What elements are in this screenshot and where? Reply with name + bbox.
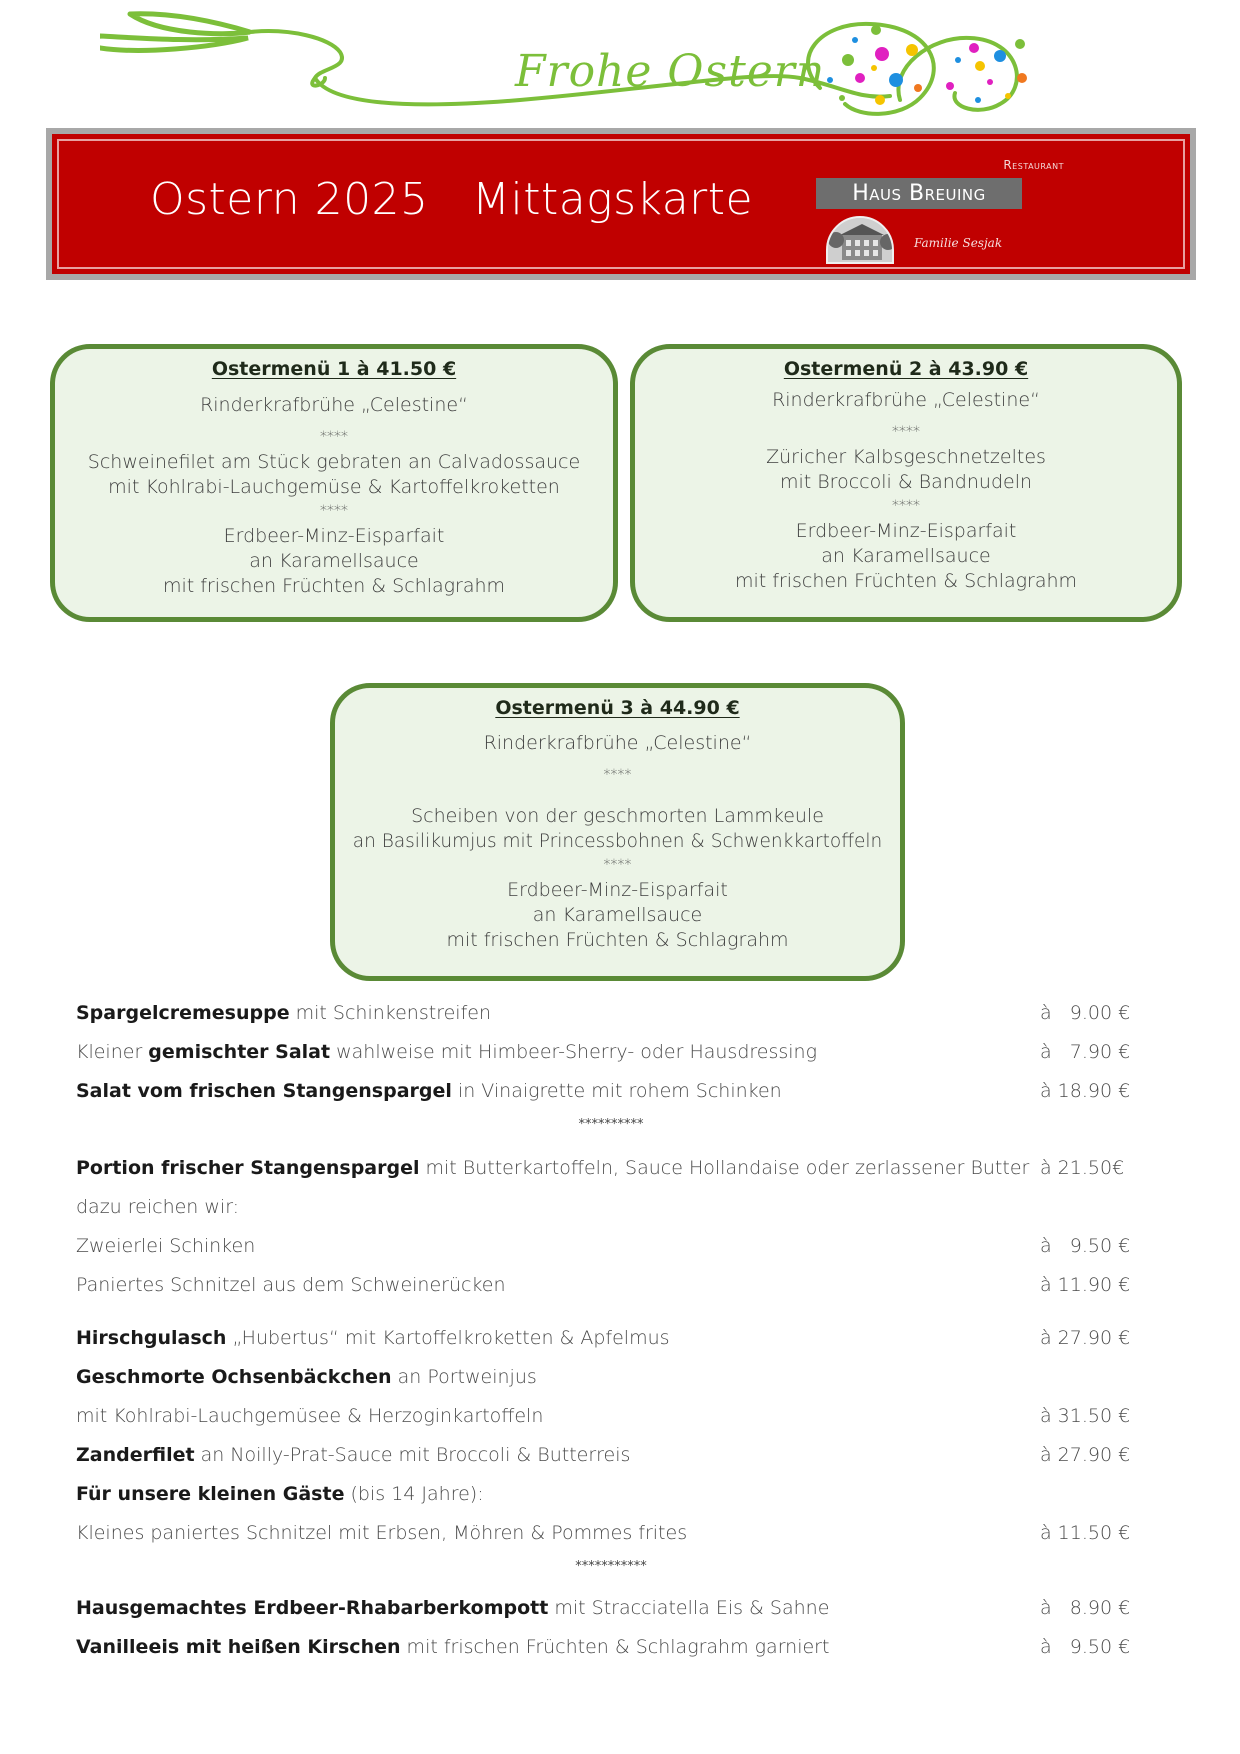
menu-separator: ****: [603, 767, 632, 783]
item-price: à 9.50 €: [1040, 1235, 1131, 1257]
kids-heading: [76, 1479, 1136, 1518]
kids-heading-bold: Für unsere kleinen Gäste: [76, 1483, 345, 1505]
menu-dessert-line: mit frischen Früchten & Schlagrahm: [734, 570, 1078, 592]
item-prefix: Kleiner: [76, 1041, 149, 1063]
menu-dessert-line: Erdbeer-Minz-Eisparfait: [507, 879, 728, 901]
item-price: à 9.00 €: [1040, 1002, 1131, 1024]
item-name: gemischter Salat: [148, 1041, 331, 1063]
dessert-item: [76, 1593, 1136, 1632]
menu-separator: ****: [892, 424, 920, 440]
dessert-item: [76, 1632, 1136, 1671]
menu-dessert-line: mit frischen Früchten & Schlagrahm: [162, 575, 506, 597]
menu-title: Ostermenü 3 à 44.90 €: [495, 697, 740, 719]
menu-main-line: mit Broccoli & Bandnudeln: [779, 471, 1033, 493]
carte-item: [76, 1440, 1136, 1479]
section-separator: **********: [578, 1117, 644, 1132]
item-description: wahlweise mit Himbeer-Sherry- oder Hausdressing: [330, 1041, 817, 1063]
logo-family-name: Familie Sesjak: [914, 236, 1003, 250]
item-name: Hausgemachtes Erdbeer-Rhabarberkompott: [76, 1597, 549, 1619]
item-price: à 31.50 €: [1040, 1405, 1131, 1427]
sides-intro: [76, 1192, 1136, 1231]
easter-banner: [100, 8, 1140, 123]
menu-dessert-line: an Karamellsauce: [532, 904, 703, 926]
menu-separator: ****: [320, 503, 348, 519]
item-price: à 11.90 €: [1040, 1274, 1131, 1296]
item-description: mit Kohlrabi-Lauchgemüsee & Herzoginkartoffeln: [76, 1405, 544, 1427]
logo-restaurant-name: Haus Breuing: [816, 178, 1022, 209]
item-description: mit Stracciatella Eis & Sahne: [548, 1597, 830, 1619]
banner-greeting: Frohe Ostern: [515, 46, 826, 97]
logo-restaurant-label: Restaurant: [1003, 158, 1064, 172]
menu-separator: ****: [603, 857, 632, 873]
carte-item: [76, 1153, 1136, 1192]
side-item: [76, 1270, 1136, 1309]
item-description: an Portweinjus: [391, 1366, 537, 1388]
side-item: [76, 1231, 1136, 1270]
item-price: à 11.50 €: [1040, 1522, 1131, 1544]
menu-main-line: mit Kohlrabi-Lauchgemüse & Kartoffelkroketten: [108, 476, 560, 498]
menu-card-2: [630, 344, 1182, 622]
item-name: Spargelcremesuppe: [76, 1002, 290, 1024]
item-name: Salat vom frischen Stangenspargel: [76, 1080, 452, 1102]
carte-item: [76, 1037, 1136, 1076]
item-price: à 18.90 €: [1040, 1080, 1131, 1102]
section-separator: ***********: [575, 1559, 647, 1574]
carte-item: [76, 998, 1136, 1037]
sides-intro-text: dazu reichen wir:: [76, 1196, 240, 1218]
menu-dessert-line: Erdbeer-Minz-Eisparfait: [223, 525, 445, 547]
item-description: in Vinaigrette mit rohem Schinken: [451, 1080, 782, 1102]
item-description: mit Butterkartoffeln, Sauce Hollandaise oder zerlassener Butter: [419, 1157, 1030, 1179]
spacer: [76, 1309, 1136, 1323]
a-la-carte-list: [76, 998, 1136, 1671]
carte-item: [76, 1076, 1136, 1115]
menu-main-line: Scheiben von der geschmorten Lammkeule: [411, 805, 824, 827]
menu-dessert-line: mit frischen Früchten & Schlagrahm: [446, 929, 789, 951]
menu-starter: Rinderkrafbrühe „Celestine“: [772, 389, 1040, 411]
carte-item-continuation: [76, 1401, 1136, 1440]
item-price: à 27.90 €: [1040, 1327, 1131, 1349]
item-description: an Noilly-Prat-Sauce mit Broccoli & Butterreis: [194, 1444, 631, 1466]
item-description: mit frischen Früchten & Schlagrahm garniert: [400, 1636, 830, 1658]
page-title: Ostern 2025 Mittagskarte: [150, 174, 754, 225]
kids-item: [76, 1518, 1136, 1557]
menu-separator: ****: [892, 498, 920, 514]
header-frame: [46, 128, 1196, 280]
item-description: „Hubertus“ mit Kartoffelkroketten & Apfelmus: [226, 1327, 670, 1349]
item-name: Portion frischer Stangenspargel: [76, 1157, 420, 1179]
item-price: à 9.50 €: [1040, 1636, 1131, 1658]
header-panel: [52, 134, 1190, 274]
menu-starter: Rinderkrafbrühe „Celestine“: [483, 732, 752, 754]
carte-item: [76, 1362, 1136, 1401]
carte-item: [76, 1323, 1136, 1362]
building-emblem-icon: [826, 216, 894, 264]
item-description: Kleines paniertes Schnitzel mit Erbsen, Möhren & Pommes frites: [76, 1522, 688, 1544]
menu-dessert-line: an Karamellsauce: [821, 545, 991, 567]
menu-main-line: Schweinefilet am Stück gebraten an Calvadossauce: [87, 451, 581, 473]
item-price: à 7.90 €: [1040, 1041, 1131, 1063]
menu-starter: Rinderkrafbrühe „Celestine“: [200, 394, 468, 416]
item-price: à 27.90 €: [1040, 1444, 1131, 1466]
menu-dessert-line: an Karamellsauce: [249, 550, 419, 572]
item-name: Hirschgulasch: [76, 1327, 227, 1349]
item-price: à 8.90 €: [1040, 1597, 1131, 1619]
item-description: mit Schinkenstreifen: [289, 1002, 491, 1024]
menu-dessert-line: Erdbeer-Minz-Eisparfait: [795, 520, 1017, 542]
item-description: Zweierlei Schinken: [76, 1235, 256, 1257]
menu-main-line: an Basilikumjus mit Princessbohnen & Schwenkkartoffeln: [352, 831, 883, 852]
menu-main-line: Züricher Kalbsgeschnetzeltes: [766, 446, 1046, 468]
menu-separator: ****: [320, 429, 348, 445]
menu-card-1: [50, 344, 618, 622]
item-name: Zanderfilet: [76, 1444, 195, 1466]
kids-heading-note: (bis 14 Jahre):: [344, 1483, 484, 1505]
menu-card-3: [330, 683, 905, 981]
item-name: Vanilleeis mit heißen Kirschen: [76, 1636, 401, 1658]
item-price: à 21.50€: [1040, 1157, 1125, 1179]
item-name: Geschmorte Ochsenbäckchen: [76, 1366, 392, 1388]
menu-title: Ostermenü 1 à 41.50 €: [211, 358, 457, 380]
item-description: Paniertes Schnitzel aus dem Schweinerücken: [76, 1274, 506, 1296]
menu-title: Ostermenü 2 à 43.90 €: [783, 358, 1029, 380]
